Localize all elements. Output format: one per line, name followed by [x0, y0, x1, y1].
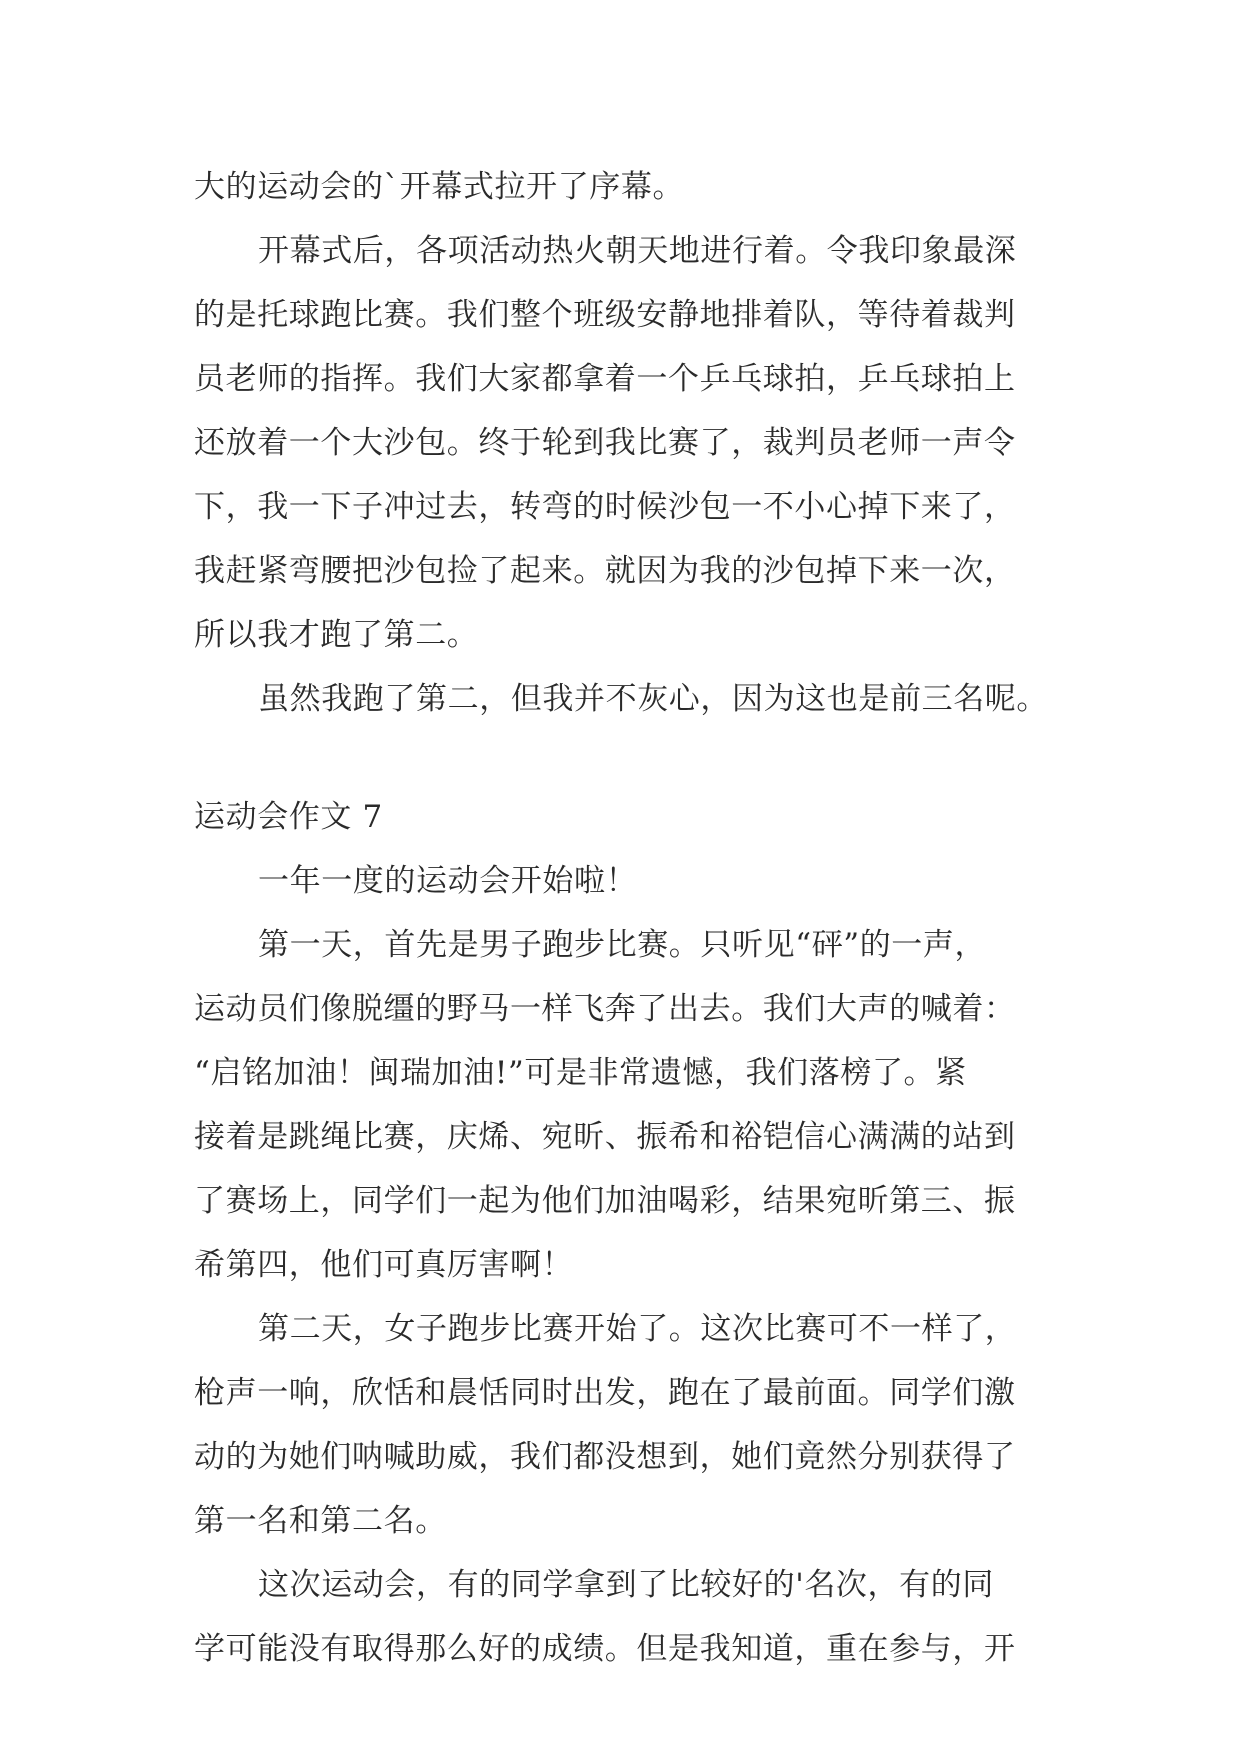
text-line: 第一名和第二名。: [194, 1503, 447, 1539]
text-line: 运动员们像脱缰的野马一样飞奔了出去。我们大声的喊着：: [194, 991, 1016, 1027]
text-line: 学可能没有取得那么好的成绩。但是我知道，重在参与，开: [194, 1631, 1016, 1667]
paragraph-start-line: 一年一度的运动会开始啦！: [258, 863, 638, 899]
text-line: 还放着一个大沙包。终于轮到我比赛了，裁判员老师一声令: [194, 425, 1016, 461]
paragraph-start-line: 第一天，首先是男子跑步比赛。只听见“砰”的一声，: [258, 927, 987, 963]
text-line: 所以我才跑了第二。: [194, 617, 479, 653]
text-line: 下，我一下子冲过去，转弯的时候沙包一不小心掉下来了，: [194, 489, 1016, 525]
text-line: 大的运动会的`开幕式拉开了序幕。: [194, 169, 685, 205]
paragraph-start-line: 这次运动会，有的同学拿到了比较好的'名次，有的同: [258, 1567, 994, 1603]
section-title: 运动会作文 7: [194, 799, 383, 835]
text-line: 枪声一响，欣恬和晨恬同时出发，跑在了最前面。同学们激: [194, 1375, 1016, 1411]
text-line: 我赶紧弯腰把沙包捡了起来。就因为我的沙包掉下来一次，: [194, 553, 1016, 589]
paragraph-start-line: 第二天，女子跑步比赛开始了。这次比赛可不一样了，: [258, 1311, 1017, 1347]
text-line: 动的为她们呐喊助威，我们都没想到，她们竟然分别获得了: [194, 1439, 1016, 1475]
text-line: 了赛场上，同学们一起为他们加油喝彩，结果宛昕第三、振: [194, 1183, 1016, 1219]
text-line: “启铭加油！闽瑞加油!”可是非常遗憾，我们落榜了。紧: [194, 1055, 967, 1091]
text-line: 的是托球跑比赛。我们整个班级安静地排着队，等待着裁判: [194, 297, 1016, 333]
section-gap: [194, 731, 1064, 785]
text-line: 希第四，他们可真厉害啊！: [194, 1247, 574, 1283]
paragraph-start-line: 开幕式后，各项活动热火朝天地进行着。令我印象最深: [258, 233, 1017, 269]
paragraph-start-line: 虽然我跑了第二，但我并不灰心，因为这也是前三名呢。: [258, 681, 1048, 717]
text-line: 员老师的指挥。我们大家都拿着一个乒乓球拍，乒乓球拍上: [194, 361, 1016, 397]
text-line: 接着是跳绳比赛，庆烯、宛昕、振希和裕铠信心满满的站到: [194, 1119, 1016, 1155]
document-body: [194, 155, 1064, 1681]
